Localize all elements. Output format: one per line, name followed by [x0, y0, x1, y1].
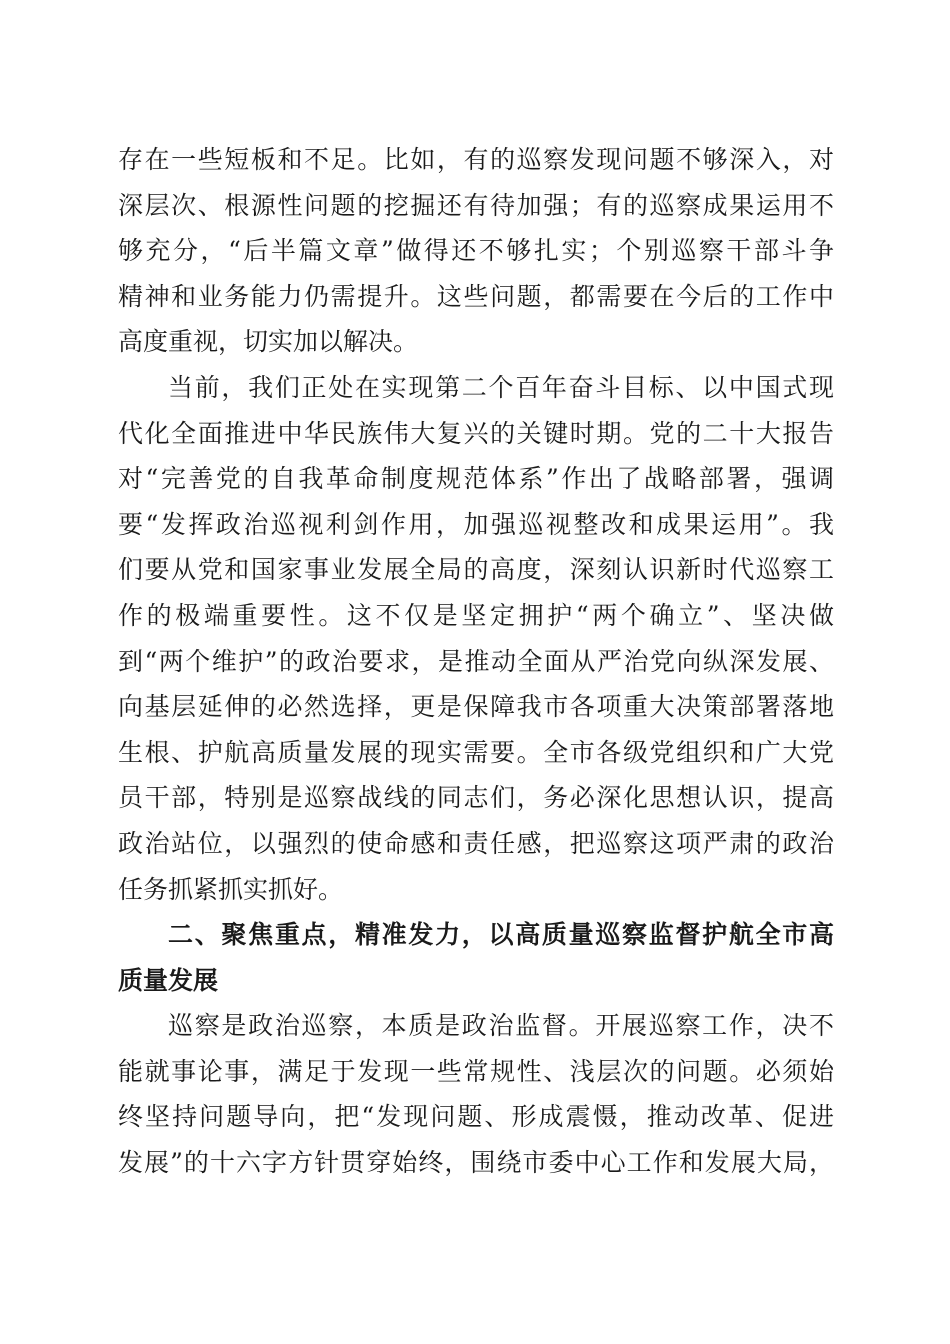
text-line: 向基层延伸的必然选择，更是保障我市各项重大决策部署落地	[118, 692, 834, 722]
paragraph-3	[118, 1003, 834, 1185]
text-line: 对“完善党的自我革命制度规范体系”作出了战略部署，强调	[118, 464, 834, 494]
text-line: 能就事论事，满足于发现一些常规性、浅层次的问题。必须始	[118, 1056, 834, 1086]
text-line: 到“两个维护”的政治要求，是推动全面从严治党向纵深发展、	[118, 646, 834, 676]
text-line: 们要从党和国家事业发展全局的高度，深刻认识新时代巡察工	[118, 555, 834, 585]
text-line: 政治站位，以强烈的使命感和责任感，把巡察这项严肃的政治	[118, 828, 834, 858]
document-body	[118, 137, 834, 1186]
text-line: 终坚持问题导向，把“发现问题、形成震慑，推动改革、促进	[118, 1102, 834, 1132]
paragraph-2	[118, 365, 834, 912]
text-line: 作的极端重要性。这不仅是坚定拥护“两个确立”、坚决做	[118, 600, 834, 630]
heading-line: 质量发展	[118, 965, 219, 995]
text-line: 巡察是政治巡察，本质是政治监督。开展巡察工作，决不	[168, 1011, 834, 1041]
text-line: 够充分，“后半篇文章”做得还不够扎实；个别巡察干部斗争	[118, 236, 834, 266]
paragraph-1	[118, 137, 834, 365]
text-line: 高度重视，切实加以解决。	[118, 327, 419, 357]
heading-line: 二、聚焦重点，精准发力，以高质量巡察监督护航全市高	[168, 920, 834, 950]
text-line: 生根、护航高质量发展的现实需要。全市各级党组织和广大党	[118, 737, 834, 767]
text-line: 精神和业务能力仍需提升。这些问题，都需要在今后的工作中	[118, 281, 834, 311]
section-heading	[118, 912, 834, 1003]
text-line: 发展”的十六字方针贯穿始终，围绕市委中心工作和发展大局，	[118, 1148, 834, 1178]
text-line: 代化全面推进中华民族伟大复兴的关键时期。党的二十大报告	[118, 418, 834, 448]
text-line: 当前，我们正处在实现第二个百年奋斗目标、以中国式现	[168, 372, 834, 402]
text-line: 员干部，特别是巡察战线的同志们，务必深化思想认识，提高	[118, 783, 834, 813]
text-line: 深层次、根源性问题的挖掘还有待加强；有的巡察成果运用不	[118, 190, 834, 220]
text-line: 要“发挥政治巡视利剑作用，加强巡视整改和成果运用”。我	[118, 509, 834, 539]
text-line: 任务抓紧抓实抓好。	[118, 874, 344, 904]
text-line: 存在一些短板和不足。比如，有的巡察发现问题不够深入，对	[118, 145, 834, 174]
